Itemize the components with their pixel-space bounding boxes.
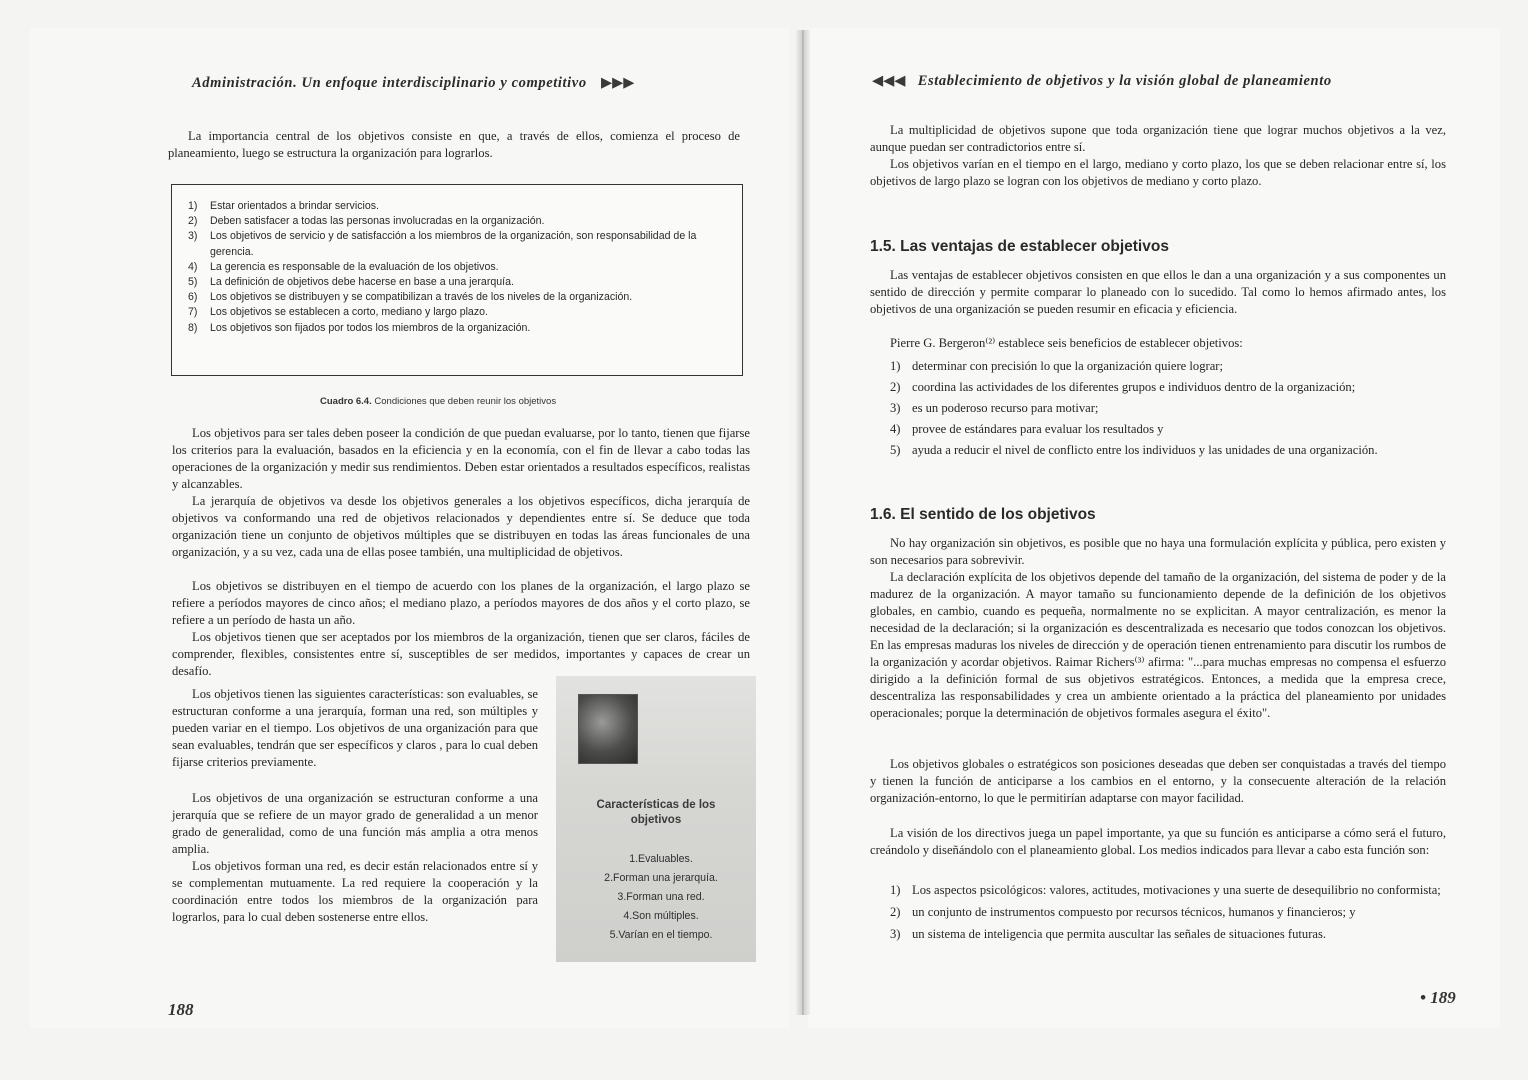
- characteristics-figure: [556, 676, 756, 962]
- right-page-number: • 189: [1420, 988, 1456, 1007]
- left-narrow-para-3: Los objetivos forman una red, es decir están relacionados entre sí y se complementan mutuamente. La red requiere la cooperación y la coordinación entre todos los miembros de la organización para lograrlos, para lo cual deben sostenerse entre ellos.: [172, 859, 538, 924]
- condition-item-number: 8): [188, 321, 198, 334]
- condition-item: [188, 260, 728, 275]
- condition-item-number: 7): [188, 306, 198, 319]
- condition-item: [188, 229, 728, 259]
- left-para-3: Los objetivos se distribuyen en el tiempo de acuerdo con los planes de la organización, el largo plazo se refiere a períodos mayores de cinco años; el mediano plazo, a períodos mayores de dos años y el corto plazo, se refiere a un período de hasta un año.: [172, 579, 750, 627]
- left-narrow-para-1: Los objetivos tienen las siguientes características: son evaluables, se estructuran conforme a una jerarquía, forman una red, son múltiples y pueden variar en el tiempo. Los objetivos de una organización para que sean evaluables, tendrán que ser específicos y claros , para lo cual deben fijarse criterios previamente.: [172, 687, 538, 769]
- left-running-head-text: Administración. Un enfoque interdisciplinario y competitivo: [192, 75, 587, 91]
- left-para-1: Los objetivos para ser tales deben poseer la condición de que puedan evaluarse, por lo tanto, tienen que fijarse los criterios para la evaluación, basados en la eficiencia y en la economía, con el fin de llevar a cabo todas las operaciones de la organización y medir sus rendimientos. Deben estar orientados a resultados específicos, realistas y alcanzables.: [172, 426, 750, 491]
- figure-list-item: 1.Evaluables.: [629, 853, 693, 865]
- figure-list-item: 2.Forman una jerarquía.: [604, 872, 718, 884]
- condition-item: [188, 199, 728, 214]
- right-running-head-text: Establecimiento de objetivos y la visión global de planeamiento: [917, 73, 1332, 89]
- benefit-item-number: 3): [890, 401, 901, 415]
- benefit-item-text: ayuda a reducir el nivel de conflicto entre los individuos y las unidades de una organización.: [912, 443, 1378, 457]
- condition-item-text: La definición de objetivos debe hacerse en base a una jerarquía.: [210, 276, 514, 289]
- benefit-item: [890, 440, 1446, 461]
- condition-item: [188, 290, 728, 305]
- condition-item: [188, 275, 728, 290]
- conditions-list: [172, 185, 742, 336]
- benefit-item: [890, 377, 1446, 398]
- section-2-para-2: La declaración explícita de los objetivos depende del tamaño de la organización, del sistema de poder y de la madurez de la organización. A mayor tamaño su funcionamiento depende de la definición de los objetivos globales, en cambio, cuando es pequeña, normalmente no se explicitan. A mayor centralización, es menor la necesidad de la declaración; si la organización es descentralizada es necesario que todos conozcan los objetivos. En las empresas maduras los niveles de dirección y de operación tienen entrenamiento para discutir los rumbos de la organización y acordar objetivos. Raimar Richers⁽³⁾ afirma: "...para muchas empresas no compensa el esfuerzo dirigido a la definición formal de sus objetivos estratégicos. Entonces, a medida que la empresa crece, descentraliza las responsabilidades y crea un ambiente orientado a la práctica del planeamiento por unidades operacionales; porque la determinación de objetivos formales asegura el éxito".: [870, 570, 1446, 720]
- benefit-item-text: determinar con precisión lo que la organización quiere lograr;: [912, 359, 1223, 373]
- condition-item-number: 4): [188, 260, 198, 273]
- means-item-number: 3): [890, 927, 901, 941]
- means-item-text: un conjunto de instrumentos compuesto por recursos técnicos, humanos y financieros; y: [912, 905, 1356, 919]
- means-item-text: Los aspectos psicológicos: valores, actitudes, motivaciones y una suerte de desequilibrio no conformista;: [912, 883, 1441, 897]
- means-item-text: un sistema de inteligencia que permita auscultar las señales de situaciones futuras.: [912, 927, 1327, 941]
- condition-item-number: 3): [188, 230, 198, 243]
- means-item: [890, 904, 1446, 921]
- benefit-item-text: provee de estándares para evaluar los resultados y: [912, 422, 1164, 436]
- right-page-number-value: 189: [1430, 988, 1456, 1007]
- condition-item-text: La gerencia es responsable de la evaluación de los objetivos.: [210, 260, 499, 273]
- condition-item-text: Los objetivos son fijados por todos los miembros de la organización.: [210, 321, 531, 334]
- means-list: [890, 882, 1446, 948]
- means-item-number: 1): [890, 883, 901, 897]
- figure-list-item: 5.Varían en el tiempo.: [609, 929, 713, 941]
- condition-item-text: Deben satisfacer a todas las personas involucradas en la organización.: [210, 215, 545, 228]
- right-running-head: [872, 72, 1332, 90]
- benefits-list: [890, 356, 1446, 461]
- figure-photo: [578, 694, 638, 764]
- means-item: [890, 926, 1446, 943]
- caption-label: Cuadro 6.4.: [320, 396, 372, 407]
- section-1-lead: Pierre G. Bergeron⁽²⁾ establece seis beneficios de establecer objetivos:: [890, 336, 1243, 350]
- left-narrow-para-2: Los objetivos de una organización se estructuran conforme a una jerarquía que se refiere de un mayor grado de generalidad a un menor grado de generalidad, como de una función más amplia a otra menos amplia.: [172, 791, 538, 856]
- left-intro: La importancia central de los objetivos consiste en que, a través de ellos, comienza el proceso de planeamiento, luego se estructura la organización para lograrlos.: [168, 129, 740, 160]
- left-para-2: La jerarquía de objetivos va desde los objetivos generales a los objetivos específicos, dicha jerarquía de objetivos va conformando una red de objetivos relacionados y dependientes entre sí. Se deduce que toda organización tiene un conjunto de objetivos múltiples que se distribuyen en todas las áreas funcionales de una organización, y a su vez, cada una de ellas posee también, una multiplicidad de objetivos.: [172, 494, 750, 559]
- right-intro-1: La multiplicidad de objetivos supone que toda organización tiene que lograr muchos objetivos a la vez, aunque puedan ser contradictorios entre sí.: [870, 123, 1446, 154]
- box-caption: [320, 396, 556, 407]
- means-item: [890, 882, 1446, 899]
- section-1-para: Las ventajas de establecer objetivos consisten en que ellos le dan a una organización y a sus componentes un sentido de dirección y permite comparar lo planeado con lo sucedido. Tal como lo hemos afirmado antes, los objetivos de una organización se pueden resumir en eficacia y eficiencia.: [870, 268, 1446, 316]
- benefit-item-number: 5): [890, 443, 901, 457]
- section-1-title: 1.5. Las ventajas de establecer objetivos: [870, 238, 1169, 255]
- left-running-head: [192, 74, 634, 92]
- benefit-item-number: 2): [890, 380, 901, 394]
- benefit-item: [890, 419, 1446, 440]
- right-intro-2: Los objetivos varían en el tiempo en el largo, mediano y corto plazo, los que se deben relacionar entre sí, los objetivos de largo plazo se logran con los objetivos de mediano y corto plazo.: [870, 157, 1446, 188]
- book-gutter: [796, 30, 810, 1015]
- condition-item: [188, 321, 728, 336]
- condition-item-number: 5): [188, 276, 198, 289]
- benefit-item: [890, 356, 1446, 377]
- condition-item-text: Los objetivos se distribuyen y se compatibilizan a través de los niveles de la organización.: [210, 291, 633, 304]
- figure-list-item: 4.Son múltiples.: [623, 910, 699, 922]
- condition-item-number: 1): [188, 200, 198, 212]
- condition-item-number: 6): [188, 291, 198, 304]
- conditions-box: [171, 184, 743, 376]
- caption-text: Condiciones que deben reunir los objetivos: [374, 396, 557, 407]
- figure-list-item: 3.Forman una red.: [617, 891, 705, 903]
- section-2-para-4: La visión de los directivos juega un papel importante, ya que su función es anticiparse a cómo será el futuro, creándolo y diseñándolo con el planeamiento global. Los medios indicados para llevar a cabo esta función son:: [870, 826, 1446, 857]
- right-arrows-icon: ▶▶▶: [600, 75, 635, 91]
- condition-item: [188, 305, 728, 320]
- left-page-number: 188: [168, 1000, 194, 1019]
- figure-title: Características de los objetivos: [596, 799, 716, 826]
- section-2-para-1: No hay organización sin objetivos, es posible que no haya una formulación explícita y pública, pero existen y son necesarios para sobrevivir.: [870, 536, 1446, 567]
- left-para-4: Los objetivos tienen que ser aceptados por los miembros de la organización, tienen que ser claros, fáciles de comprender, flexibles, consistentes entre sí, susceptibles de ser medidos, importantes y capaces de crear un desafío.: [172, 630, 750, 678]
- condition-item: [188, 214, 728, 229]
- benefit-item-text: es un poderoso recurso para motivar;: [912, 401, 1099, 415]
- condition-item-number: 2): [188, 215, 198, 228]
- left-arrows-icon: ◀◀◀: [872, 73, 906, 89]
- condition-item-text: Los objetivos de servicio y de satisfacción a los miembros de la organización, son responsabilidad de la gerencia.: [210, 230, 697, 258]
- benefit-item: [890, 398, 1446, 419]
- means-item-number: 2): [890, 905, 901, 919]
- benefit-item-number: 1): [890, 359, 901, 373]
- condition-item-text: Estar orientados a brindar servicios.: [210, 200, 379, 212]
- benefit-item-text: coordina las actividades de los diferentes grupos e individuos dentro de la organización;: [912, 380, 1356, 394]
- condition-item-text: Los objetivos se establecen a corto, mediano y largo plazo.: [210, 306, 488, 319]
- section-2-title: 1.6. El sentido de los objetivos: [870, 506, 1096, 523]
- figure-list: [576, 850, 746, 945]
- benefit-item-number: 4): [890, 422, 901, 436]
- section-2-para-3: Los objetivos globales o estratégicos son posiciones deseadas que deben ser conquistadas a través del tiempo y tienen la función de anticiparse a los cambios en el entorno, y la consecuente alteración de la relación organización-entorno, lo que le permitirían adaptarse con mayor facilidad.: [870, 757, 1446, 805]
